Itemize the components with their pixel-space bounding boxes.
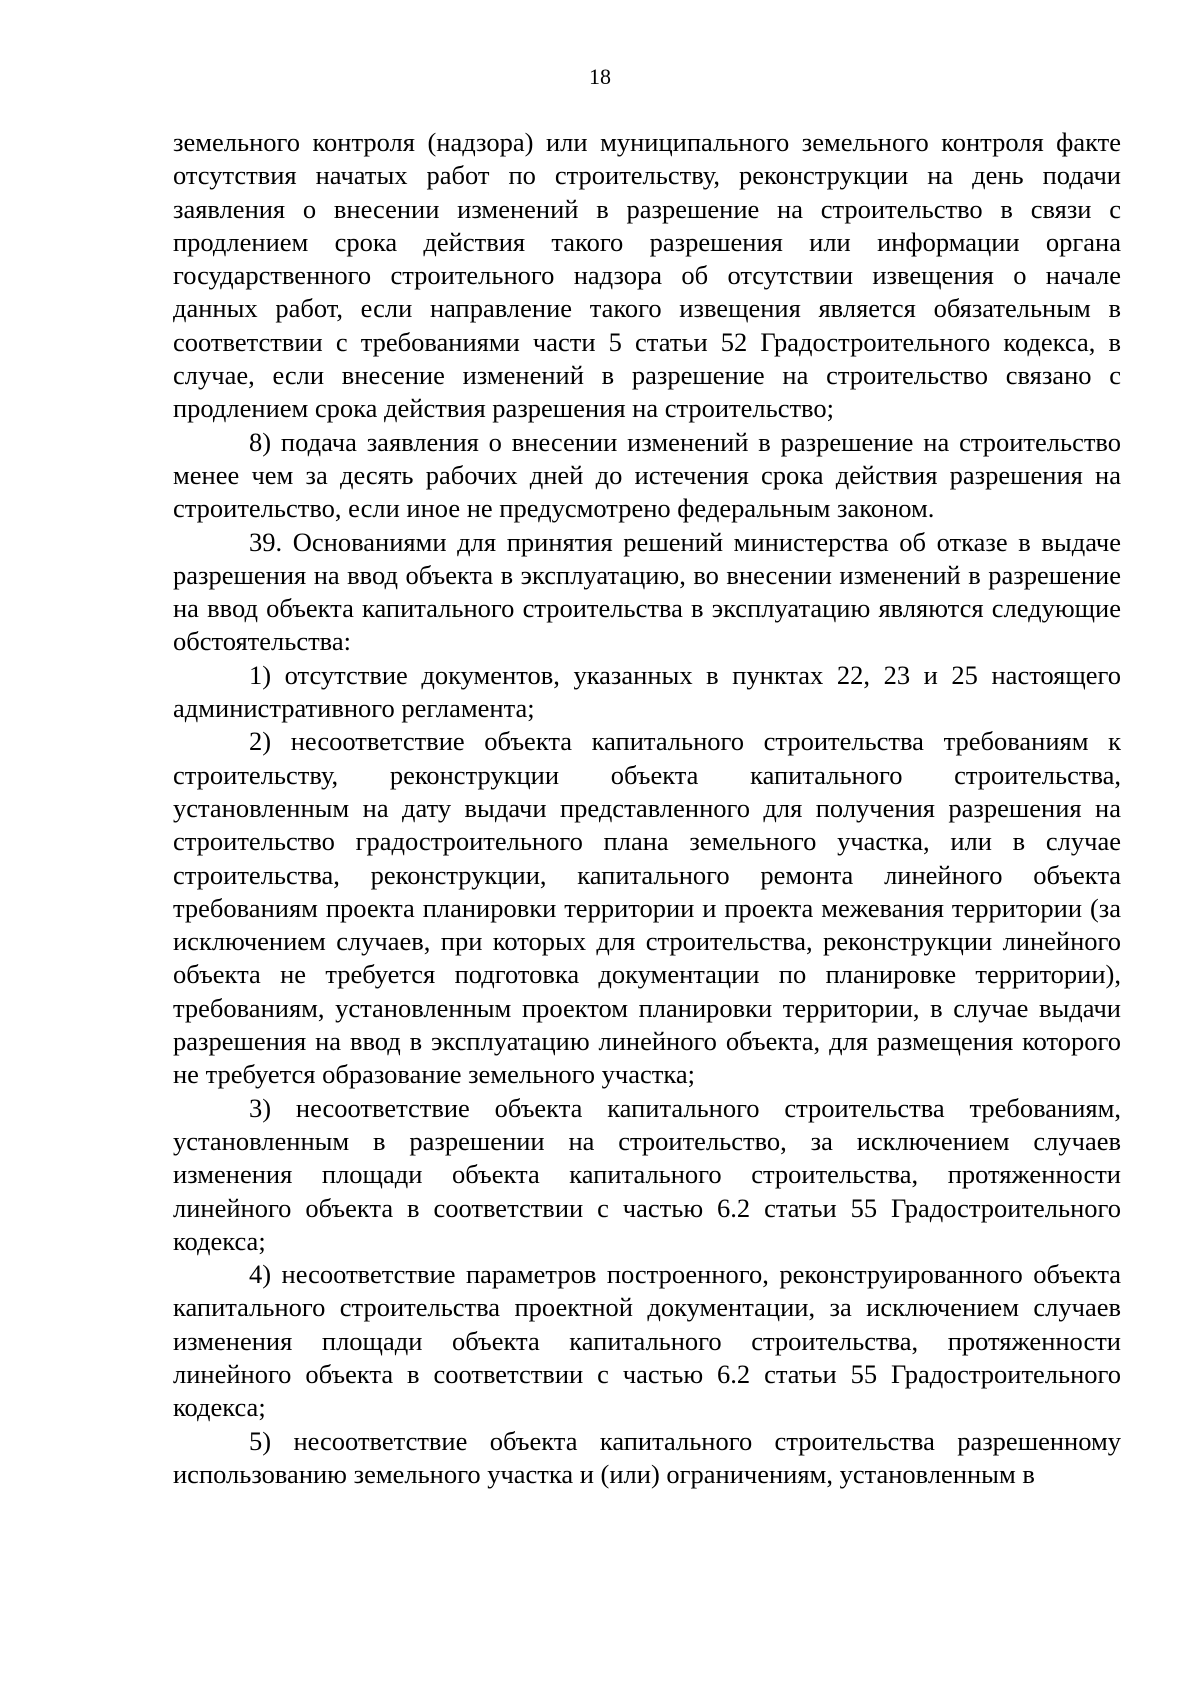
paragraph-item-3: 3) несоответствие объекта капитального строительства требованиям, установленным в разрешении на строительство, за исключением случаев изменения площади объекта капитального строительства, протяженности линейного объекта в соответствии с частью 6.2 статьи 55 Градостроительного кодекса; (173, 1092, 1121, 1256)
paragraph-item-1: 1) отсутствие документов, указанных в пунктах 22, 23 и 25 настоящего административного регламента; (173, 659, 1121, 724)
paragraph-item-5: 5) несоответствие объекта капитального строительства разрешенному использованию земельного участка и (или) ограничениям, установленным в (173, 1425, 1121, 1489)
paragraph-clause-39: 39. Основаниями для принятия решений министерства об отказе в выдаче разрешения на ввод объекта в эксплуатацию, во внесении изменений в разрешение на ввод объекта капитального строительства в эксплуатацию являются следующие обстоятельства: (173, 526, 1121, 657)
page-number: 18 (589, 64, 611, 89)
paragraph-item-4: 4) несоответствие параметров построенного, реконструированного объекта капитального строительства проектной документации, за исключением случаев изменения площади объекта капитального строительства, протяженности линейного объекта в соответствии с частью 6.2 статьи 55 Градостроительного кодекса; (173, 1259, 1121, 1423)
paragraph-item-8: 8) подача заявления о внесении изменений в разрешение на строительство менее чем за десять рабочих дней до истечения срока действия разрешения на строительство, если иное не предусмотрено федеральным законом. (173, 426, 1121, 524)
paragraph-continuation: земельного контроля (надзора) или муниципального земельного контроля факте отсутствия начатых работ по строительству, реконструкции на день подачи заявления о внесении изменений в разрешение на строительство в связи с продлением срока действия такого разрешения или информации органа государственного строительного надзора об отсутствии извещения о начале данных работ, если направление такого извещения является обязательным в соответствии с требованиями части 5 статьи 52 Градостроительного кодекса, в случае, если внесение изменений в разрешение на строительство связано с продлением срока действия разрешения на строительство; (173, 127, 1121, 424)
document-body (173, 126, 1121, 1491)
paragraph-item-2: 2) несоответствие объекта капитального строительства требованиям к строительству, реконструкции объекта капитального строительства, установленным на дату выдачи представленного для получения разрешения на строительство градостроительного плана земельного участка, или в случае строительства, реконструкции, капитального ремонта линейного объекта требованиям проекта планировки территории и проекта межевания территории (за исключением случаев, при которых для строительства, реконструкции линейного объекта не требуется подготовка документации по планировке территории), требованиям, установленным проектом планировки территории, в случае выдачи разрешения на ввод в эксплуатацию линейного объекта, для размещения которого не требуется образование земельного участка; (173, 726, 1121, 1090)
